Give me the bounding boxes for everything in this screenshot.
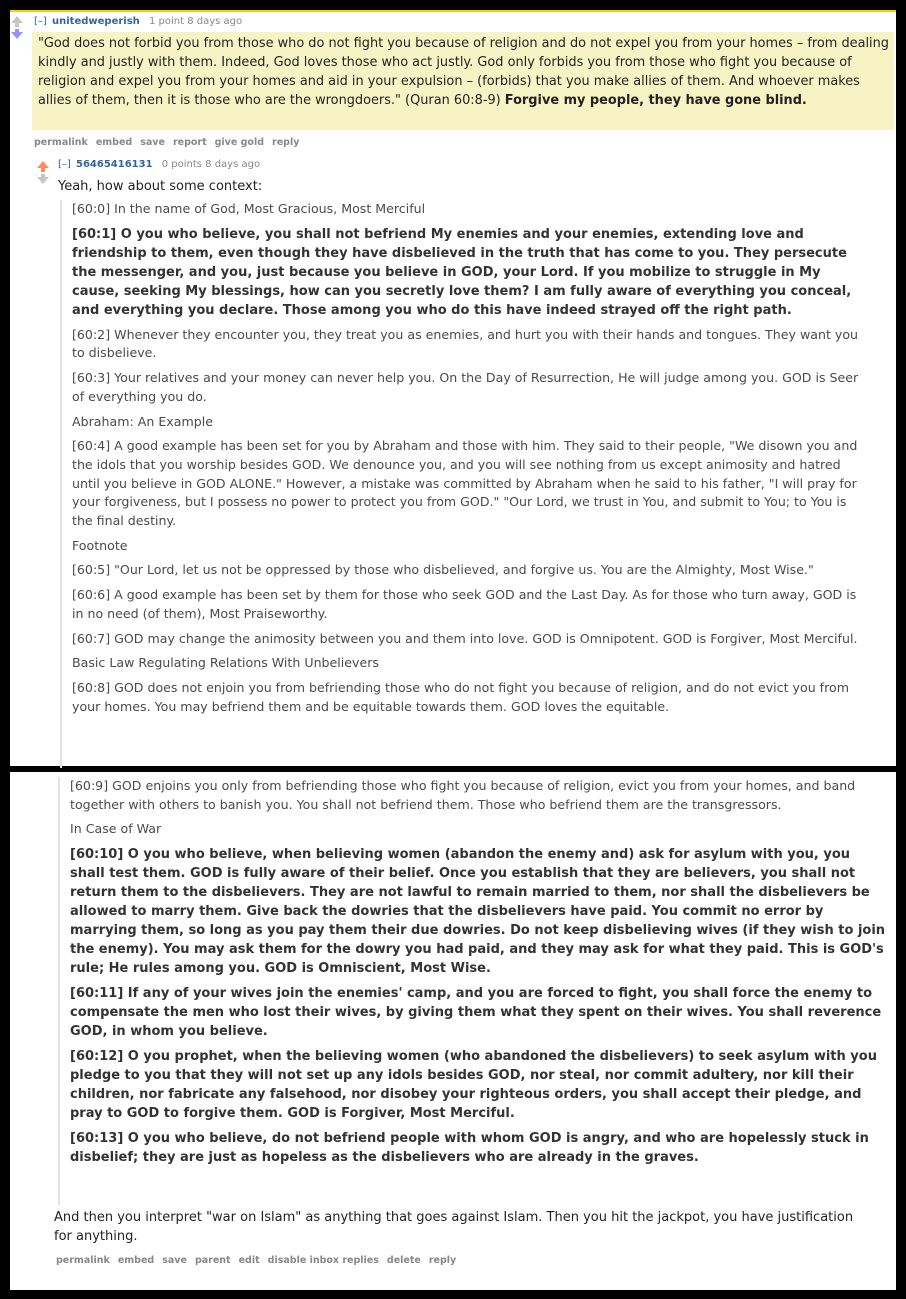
verses-blockquote-part2 — [58, 777, 888, 1205]
embed-button[interactable]: embed — [95, 137, 133, 148]
comment1-text: "God does not forbid you from those who do not fight you because of religion and do not expel you from your homes – from dealing kindly and justly with them. Indeed, God loves those who act justly. God only forbids you from those who fight you because of religion and expel you from your homes and aid in your expulsion – (forbids) that you make allies of them. And whoever makes allies of them, then it is those who are the wrongdoers." (Quran 60:8-9) — [38, 36, 889, 108]
verse-paragraph: Basic Law Regulating Relations With Unbelievers — [72, 655, 379, 671]
embed-button[interactable]: embed — [117, 1255, 155, 1266]
verse-paragraph: [60:0] In the name of God, Most Gracious, Most Merciful — [72, 201, 426, 216]
verse-paragraph: [60:12] O you prophet, when the believing women (who abandoned the disbelievers) to seek asylum with you pledge to you that they will not set up any idols besides GOD, nor steal, nor commit adultery, nor kill their children, nor fabricate any falsehood, nor disobey your righteous orders, you shall accept their pledge, and pray to GOD to forgive them. GOD is Forgiver, Most Merciful. — [70, 1049, 877, 1122]
comment2-intro: Yeah, how about some context: — [58, 179, 263, 194]
verse-paragraph: [60:9] GOD enjoins you only from befriending those who fight you because of religion, evict you from your homes, and band together with others to banish you. You shall not befriend them. Those who befriend them are the transgressors. — [70, 778, 856, 812]
upvote-arrow-icon[interactable] — [36, 161, 50, 172]
comment2-buttons — [56, 1255, 464, 1266]
upvote-arrow-icon[interactable] — [10, 16, 24, 27]
verse-paragraph: [60:1] O you who believe, you shall not befriend My enemies and your enemies, extending love and friendship to them, even though they have disbelieved in the truth that has come to you. They persecute the messenger, and you, just because you believe in GOD, your Lord. If you mobilize to struggle in My cause, seeking My blessings, how can you secretly love them? I am fully aware of everything you conceal, and everything you declare. Those among you who do this have indeed strayed off the right path. — [72, 226, 852, 318]
comment2-vote-arrows — [36, 161, 50, 184]
permalink-button[interactable]: permalink — [34, 137, 88, 148]
verse-paragraph: [60:8] GOD does not enjoin you from befriending those who do not fight you because of religion, and do not evict you from your homes. You may befriend them and be equitable towards them. GOD loves the equitable. — [72, 679, 849, 714]
comment2-tagline — [58, 159, 260, 170]
verse-paragraph: Abraham: An Example — [72, 413, 213, 429]
comment1-text-bold: Forgive my people, they have gone blind. — [504, 93, 807, 108]
verse-paragraph: In Case of War — [70, 821, 162, 837]
save-button[interactable]: save — [140, 137, 165, 148]
comment-meta: 0 points 8 days ago — [161, 159, 261, 170]
parent-button[interactable]: parent — [194, 1255, 231, 1266]
verse-paragraph: Footnote — [72, 537, 128, 553]
comment-panel-bottom — [10, 772, 896, 1290]
comment1-buttons — [34, 137, 307, 148]
verse-paragraph: [60:3] Your relatives and your money can never help you. On the Day of Resurrection, He will judge among you. GOD is Seer of everything you do. — [72, 370, 859, 404]
give-gold-button[interactable]: give gold — [214, 137, 265, 148]
permalink-button[interactable]: permalink — [56, 1255, 110, 1266]
comment1-tagline — [34, 16, 242, 27]
verse-paragraph: [60:4] A good example has been set for you by Abraham and those with him. They said to their people, "We disown you and the idols that you worship besides GOD. We denounce you, and you will see nothing from us except animosity and hatred until you believe in GOD ALONE." However, a mistake was committed by Abraham when he said to his father, "I will pray for your forgiveness, but I possess no power to protect you from GOD." "Our Lord, we trust in You, and submit to You; to You is the final destiny. — [72, 438, 858, 529]
verse-paragraph: [60:10] O you who believe, when believing women (abandon the enemy and) ask for asylum with you, you shall test them. GOD is fully aware of their belief. Once you establish that they are believers, you shall not return them to the disbelievers. They are not lawful to remain married to them, nor shall the disbelievers be allowed to marry them. Give back the dowries that the disbelievers have paid. You commit no error by marrying them, so long as you pay them their due dowries. Do not keep disbelieving wives (if they wish to join the enemy). You may ask them for the dowry you had paid, and they may ask for what they paid. This is GOD's rule; He rules among you. GOD is Omniscient, Most Wise. — [70, 847, 886, 977]
save-button[interactable]: save — [162, 1255, 187, 1266]
reply-button[interactable]: reply — [272, 137, 300, 148]
delete-button[interactable]: delete — [386, 1255, 421, 1266]
comment-author[interactable]: 56465416131 — [76, 159, 153, 170]
verse-paragraph: [60:13] O you who believe, do not befriend people with whom GOD is angry, and who are hopelessly stuck in disbelief; they are just as hopeless as the disbelievers who are already in the graves. — [70, 1131, 869, 1166]
verse-paragraph: [60:11] If any of your wives join the enemies' camp, and you are forced to fight, you shall force the enemy to compensate the men who lost their wives, by giving them what they spent on their wives. You shall reverence GOD, in whom you believe. — [70, 986, 882, 1040]
reply-button[interactable]: reply — [428, 1255, 457, 1266]
comment-meta: 1 point 8 days ago — [148, 16, 243, 27]
comment-panel-top — [10, 10, 896, 766]
collapse-toggle[interactable]: [–] — [34, 16, 47, 27]
verse-paragraph: [60:7] GOD may change the animosity between you and them into love. GOD is Omnipotent. GOD is Forgiver, Most Merciful. — [72, 630, 858, 646]
downvote-arrow-icon[interactable] — [36, 174, 50, 184]
verse-paragraph: [60:5] "Our Lord, let us not be oppressed by those who disbelieved, and forgive us. You are the Almighty, Most Wise." — [72, 562, 814, 578]
collapse-toggle[interactable]: [–] — [58, 159, 71, 170]
edit-button[interactable]: edit — [238, 1255, 260, 1266]
verse-paragraph: [60:2] Whenever they encounter you, they treat you as enemies, and hurt you with their hands and tongues. They want you to disbelieve. — [72, 326, 859, 361]
report-button[interactable]: report — [172, 137, 207, 148]
downvote-arrow-icon[interactable] — [10, 29, 24, 39]
comment2-outro: And then you interpret "war on Islam" as anything that goes against Islam. Then you hit the jackpot, you have justification for anything. — [54, 1210, 854, 1244]
comment1-vote-arrows — [10, 16, 24, 39]
comment1-body — [32, 32, 894, 130]
verses-blockquote-part1 — [60, 200, 860, 768]
disable-inbox-replies-button[interactable]: disable inbox replies — [267, 1255, 379, 1266]
verse-paragraph: [60:6] A good example has been set by them for those who seek GOD and the Last Day. As for those who turn away, GOD is in no need (of them), Most Praiseworthy. — [72, 587, 857, 621]
comment-author[interactable]: unitedweperish — [52, 16, 140, 27]
